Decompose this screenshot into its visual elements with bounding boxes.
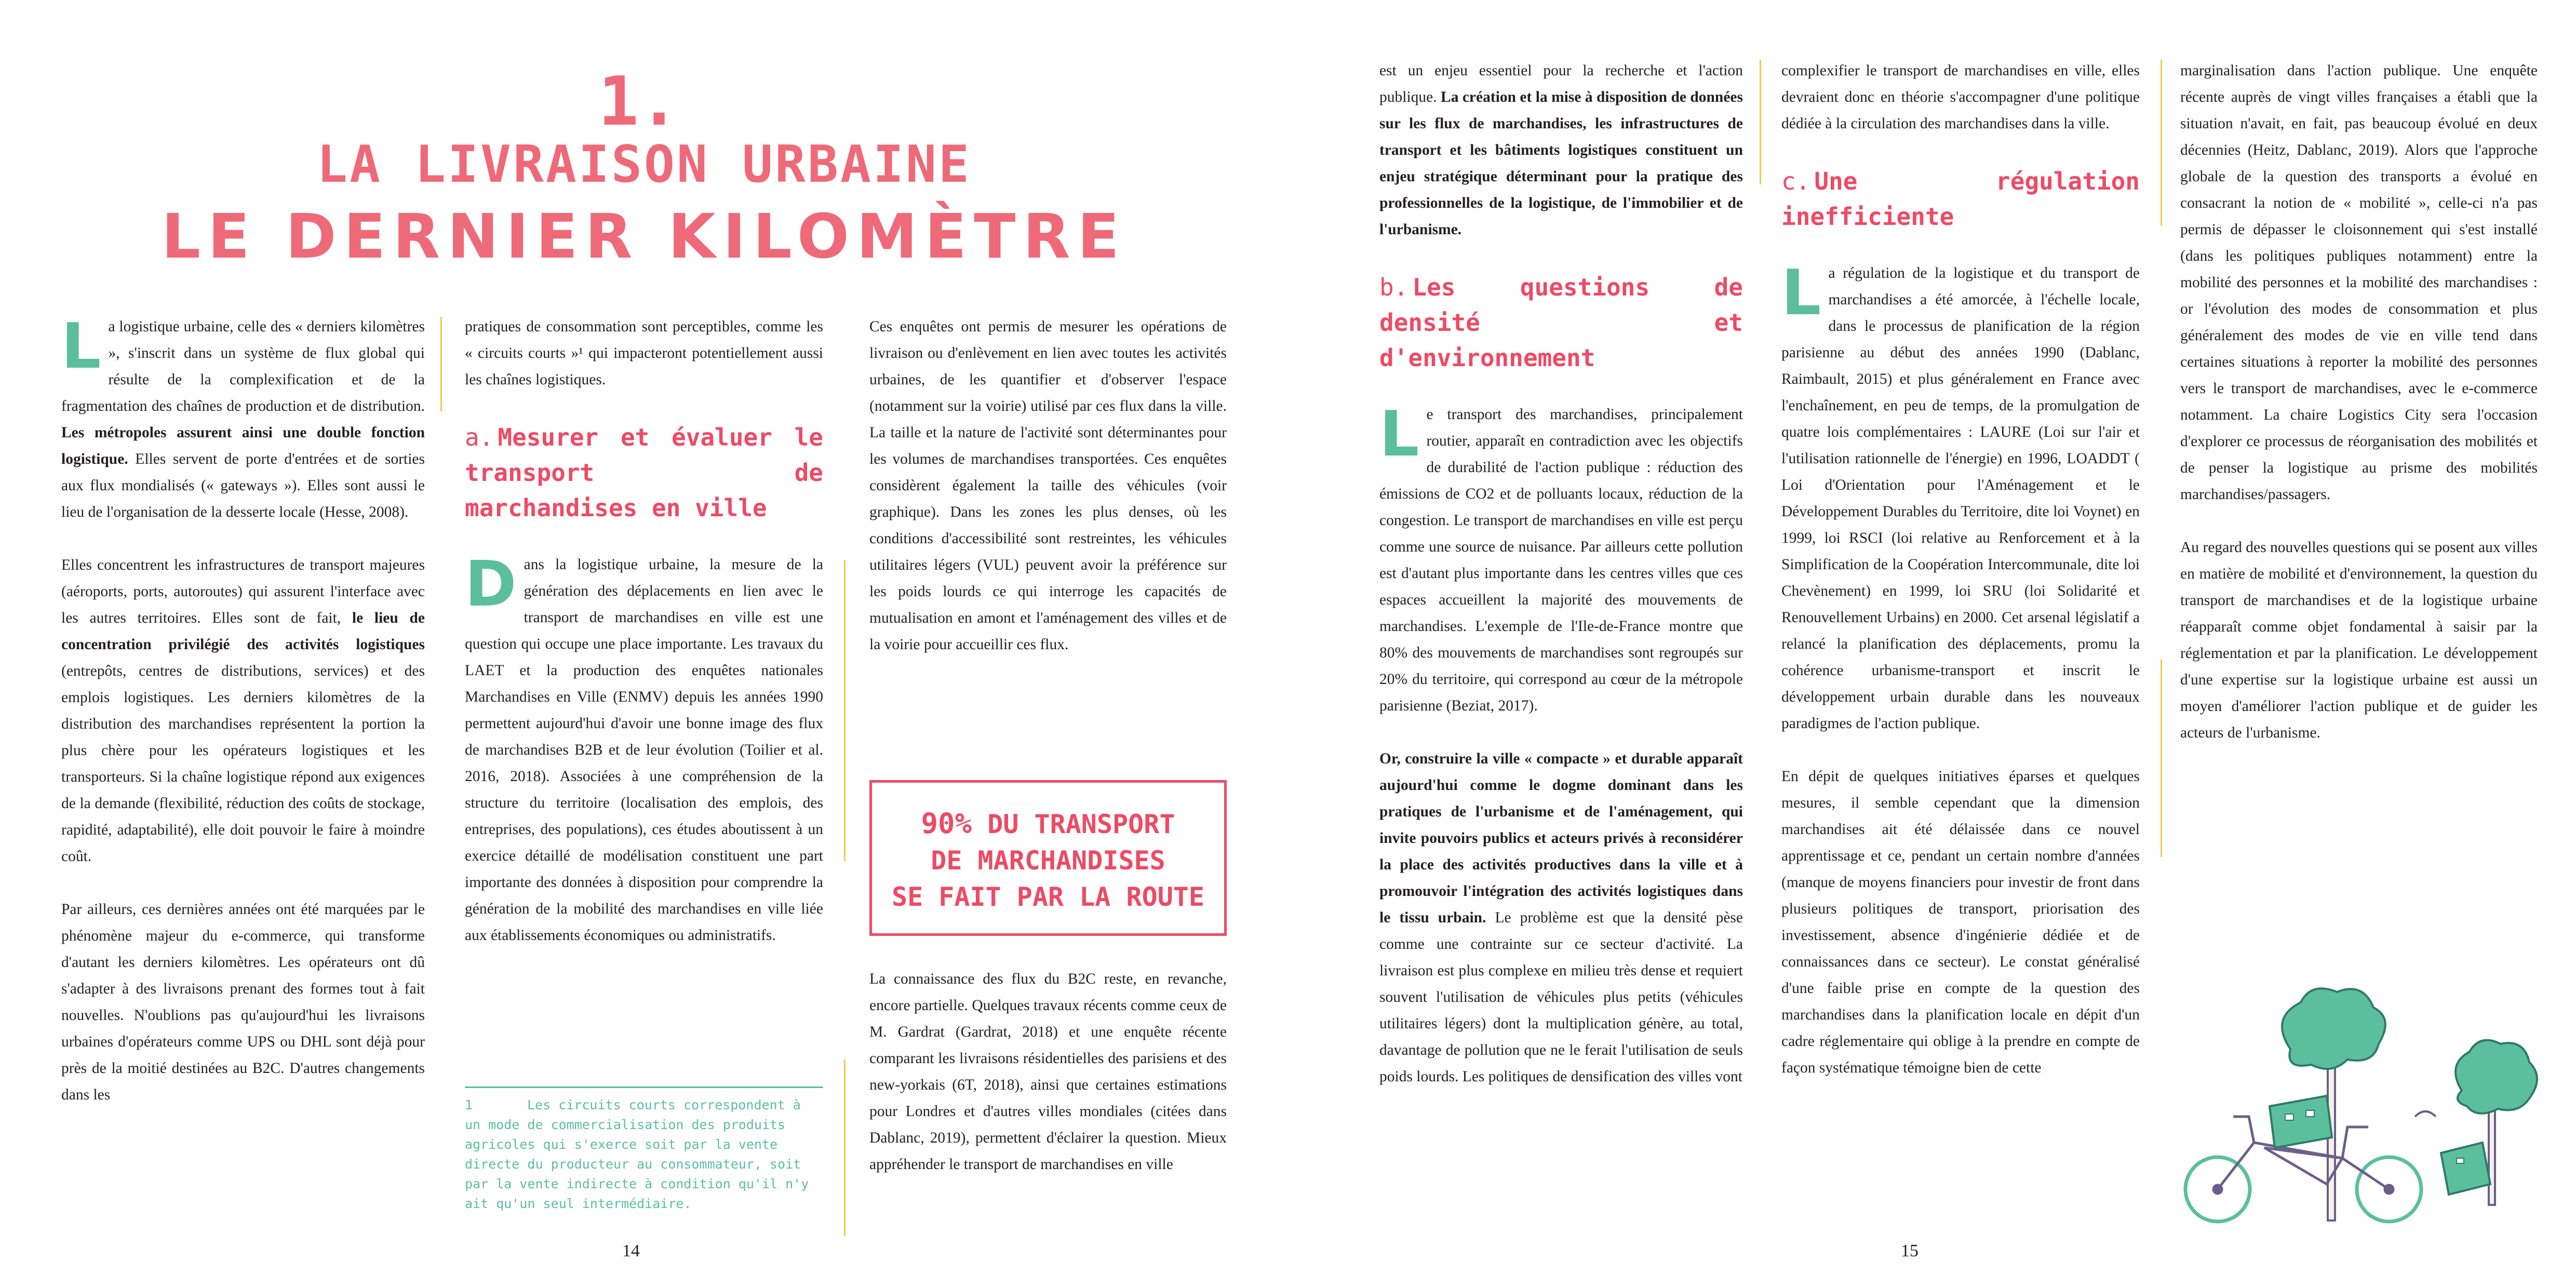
column-2 (465, 314, 823, 949)
chapter-number: 1. (598, 62, 680, 141)
column-1 (61, 311, 425, 1108)
package-icon (2270, 1096, 2332, 1148)
section-heading-a: a. Mesurer et évaluer le transport de marchandises en ville (465, 423, 823, 522)
column-1 (1379, 58, 1743, 1090)
paragraph: Elles concentrent les infrastructures de transport majeures (aéroports, ports, autoroutes) qui assurent l'interface avec les autres territoires. Elles sont de fait, le lieu de concentration privilégié des activités logistiques (entrepôts, centres de distributions, services) et des emplois logistiques. Les derniers kilomètres de la distribution des marchandises représentent la portion la plus chère pour les opérateurs logistiques et les transporteurs. Si la chaîne logistique répond aux exigences de la demande (flexibilité, réduction des coûts de stockage, rapidité, adaptabilité), elle doit pouvoir le faire à moindre coût. (61, 557, 425, 865)
paragraph: complexifier le transport de marchandises en ville, elles devraient donc en théorie s'accompagner d'une politique dédiée à la circulation des marchandises dans la ville. (1781, 62, 2140, 132)
arrow-icon (2415, 1111, 2436, 1117)
column-3-continued (869, 966, 1227, 1178)
drop-cap: D (465, 548, 517, 621)
paragraph: marginalisation dans l'action publique. Une enquête récente auprès de vingt villes françaises a établi que la situation n'avait, en fait, pas beaucoup évolué en deux décennies (Heitz, Dablanc, 2019). Alors que l'approche globale de la question des transports a évolué en consacrant la notion de « mobilité », celle-ci n'a pas permis de dépasser le cloisonnement qui s'est installé (dans les politiques publiques notamment) entre la mobilité des personnes et la mobilité des marchandises : or l'évolution des modes de consommation et plus généralement des modes de vie en ville tend dans certaines situations à reporter la mobilité des personnes vers le transport de marchandises, avec le e-commerce notamment. La chaire Logistics City sera l'occasion d'explorer ce processus de réorganisation des mobilités et de penser la logistique au prisme des mobilités marchandises/passagers. (2180, 62, 2538, 503)
column-divider (2161, 660, 2162, 857)
paragraph: En dépit de quelques initiatives éparses et quelques mesures, il semble cependant que la dimension marchandises ait été délaissée dans ce nouvel apprentissage et ce, pendant un certain nombre d'années (manque de moyens financiers pour investir de front dans plusieurs politiques de transport, priorisation des investissement, absence d'ingénierie dédiée et de connaissances dans ce secteur). Le constat généralisé d'une faible prise en compte de la question des marchandises dans la planification locale en dépit d'un cadre réglementaire qui oblige à la prendre en compte de façon systématique témoigne bien de cette (1781, 768, 2140, 1076)
package-icon (2441, 1143, 2490, 1195)
column-divider (844, 560, 846, 861)
chapter-title-line-2: LE DERNIER KILOMÈTRE (161, 200, 1127, 272)
page-number: 14 (622, 1241, 640, 1260)
section-heading-c: c. Une régulation inefficiente (1781, 167, 2140, 231)
pull-quote: 90% DU TRANSPORT DE MARCHANDISES SE FAIT PAR LA ROUTE (869, 780, 1227, 936)
footnote: 1 Les circuits courts correspondent à un mode de commercialisation des produits agricoles qui s'exerce soit par la vente directe du producteur au consommateur, soit par la vente indirecte à condition qu'il n'y ait qu'un seul intermédiaire. (465, 1086, 823, 1214)
chapter-title-line-1: LA LIVRAISON URBAINE (316, 135, 972, 194)
column-3 (869, 314, 1227, 658)
column-divider (844, 1059, 846, 1236)
column-3 (2180, 58, 2538, 746)
column-divider (1760, 60, 1761, 184)
paragraph: La logistique urbaine, celle des « derniers kilomètres », s'inscrit dans un système de flux global qui résulte de la complexification et de la fragmentation des chaînes de production et de distribution. Les métropoles assurent ainsi une double fonction logistique. Elles servent de porte d'entrées et de sorties aux flux mondialisés (« gateways »). Elles sont aussi le lieu de l'organisation de la desserte locale (Hesse, 2008). (61, 311, 425, 520)
cargo-bike-illustration (2171, 987, 2545, 1231)
page-15 (1288, 0, 2576, 1288)
paragraph: Or, construire la ville « compacte » et durable apparaît aujourd'hui comme le dogme dominant dans les pratiques de l'urbanisme et de l'aménagement, qui invite pouvoirs publics et acteurs privés à reconsidérer la place des activités productives dans la ville et à promouvoir l'intégration des activités logistiques dans le tissu urbain. Le problème est que la densité pèse comme une contrainte sur ce secteur d'activité. La livraison est plus complexe en milieu très dense et requiert souvent l'utilisation de véhicules plus petits (véhicules utilitaires légers) dont la multiplication génère, au total, davantage de pollution que ne le ferait l'utilisation de seuls poids lourds. Les politiques de densification des villes vont (1379, 750, 1743, 1085)
drop-cap: L (1781, 257, 1821, 329)
column-2 (1781, 58, 2140, 1081)
drop-cap: L (61, 311, 101, 383)
paragraph: Par ailleurs, ces dernières années ont été marquées par le phénomène majeur du e-commerce, qui transforme d'autant les derniers kilomètres. Les opérateurs ont dû s'adapter à des livraisons prenant des formes tout à fait nouvelles. N'oublions pas qu'aujourd'hui les livraisons urbaines d'opérateurs comme UPS ou DHL sont déjà pour près de la moitié destinées au B2C. D'autres changements dans les (61, 901, 425, 1103)
paragraph: pratiques de consommation sont perceptibles, comme les « circuits courts »¹ qui impacteront potentiellement aussi les chaînes logistiques. (465, 318, 823, 388)
section-heading-b: b. Les questions de densité et d'environnement (1379, 273, 1743, 372)
paragraph: La régulation de la logistique et du transport de marchandises a été amorcée, à l'échelle locale, dans le processus de planification de la région parisienne au début des années 1990 (Dablanc, Raimbault, 2015) et plus généralement en France avec l'enchaînement, en peu de temps, de la promulgation de quatre lois complémentaires : LAURE (Loi sur l'air et l'utilisation rationnelle de l'énergie) en 1996, LOADDT ( Loi d'Orientation pour l'Aménagement et le Développement Durables du Territoire, dite loi Voynet) en 1999, loi RSCI (loi relative au Renforcement et à la Simplification de la Coopération Intercommunale, dite loi Chevènement) en 1999, loi SRU (loi Solidarité et Renouvellement Urbains) en 2000. Cet arsenal législatif a relancé la planification des déplacements, promu la cohérence urbanisme-transport et inscrit le développement urbain durable dans les nouveaux paradigmes de l'action publique. (1781, 257, 2140, 732)
drop-cap: L (1379, 398, 1419, 471)
paragraph: Dans la logistique urbaine, la mesure de la génération des déplacements en lien avec le transport de marchandises en ville est une question qui occupe une place importante. Les travaux du LAET et la production des enquêtes nationales Marchandises en Ville (ENMV) depuis les années 1990 permettent aujourd'hui d'avoir une bonne image des flux de marchandises B2B et de leur évolution (Toilier et al. 2016, 2018). Associées à une compréhension de la structure du territoire (localisation des emplois, des entreprises, des populations), ces études aboutissent à un exercice détaillé de modélisation constituent une part importante des données à disposition pour comprendre la génération de la mobilité des marchandises en ville liée aux établissements économiques ou administratifs. (465, 548, 823, 944)
paragraph: est un enjeu essentiel pour la recherche et l'action publique. La création et la mise à disposition de données sur les flux de marchandises, les infrastructures de transport et les bâtiments logistiques constituent un enjeu stratégique déterminant pour la pratique des professionnelles de la logistique, de l'immobilier et de l'urbanisme. (1379, 62, 1743, 238)
column-divider (440, 317, 442, 411)
paragraph: Le transport des marchandises, principalement routier, apparaît en contradiction avec les objectifs de durabilité de l'action publique : réduction des émissions de CO2 et de polluants locaux, réduction de la congestion. Le transport de marchandises en ville est perçu comme une source de nuisance. Par ailleurs cette pollution est d'autant plus importante dans les centres villes que ces espaces accueillent la majorité des mouvements de marchandises. L'exemple de l'Ile-de-France montre que 80% des mouvements de marchandises sont regroupés sur 20% du territoire, qui correspond au cœur de la métropole parisienne (Beziat, 2017). (1379, 398, 1743, 714)
paragraph: La connaissance des flux du B2C reste, en revanche, encore partielle. Quelques travaux récents comme ceux de M. Gardrat (Gardrat, 2018) et une enquête récente comparant les livraisons résidentielles des parisiens et des new-yorkais (6T, 2018), ainsi que certaines estimations pour Londres et d'autres villes mondiales (citées dans Dablanc, 2019), permettent d'éclairer la question. Mieux appréhender le transport de marchandises en ville (869, 971, 1227, 1173)
paragraph: Au regard des nouvelles questions qui se posent aux villes en matière de mobilité et d'environnement, la question du transport de marchandises et de la logistique urbaine réapparaît comme objet fondamental à saisir par la réglementation et par la planification. Le développement d'une expertise sur la logistique urbaine est aussi un moyen d'améliorer l'action publique et de guider les acteurs de l'urbanisme. (2180, 539, 2538, 741)
page-number: 15 (1901, 1241, 1918, 1260)
paragraph: Ces enquêtes ont permis de mesurer les opérations de livraison ou d'enlèvement en lien avec toutes les activités urbaines, de les quantifier et d'observer l'espace (notamment sur la voirie) utilisé par ces flux dans la ville. La taille et la nature de l'activité sont déterminantes pour les volumes de marchandises transportées. Ces enquêtes considèrent également la taille des véhicules (voir graphique). Dans les zones les plus denses, où les conditions d'accessibilité sont restreintes, les véhicules utilitaires légers (VUL) peuvent avoir la préférence sur les poids lourds ce qui interroge les capacités de mutualisation en amont et l'aménagement des villes et de la voirie pour accueillir ces flux. (869, 318, 1227, 653)
column-divider (2161, 60, 2162, 226)
